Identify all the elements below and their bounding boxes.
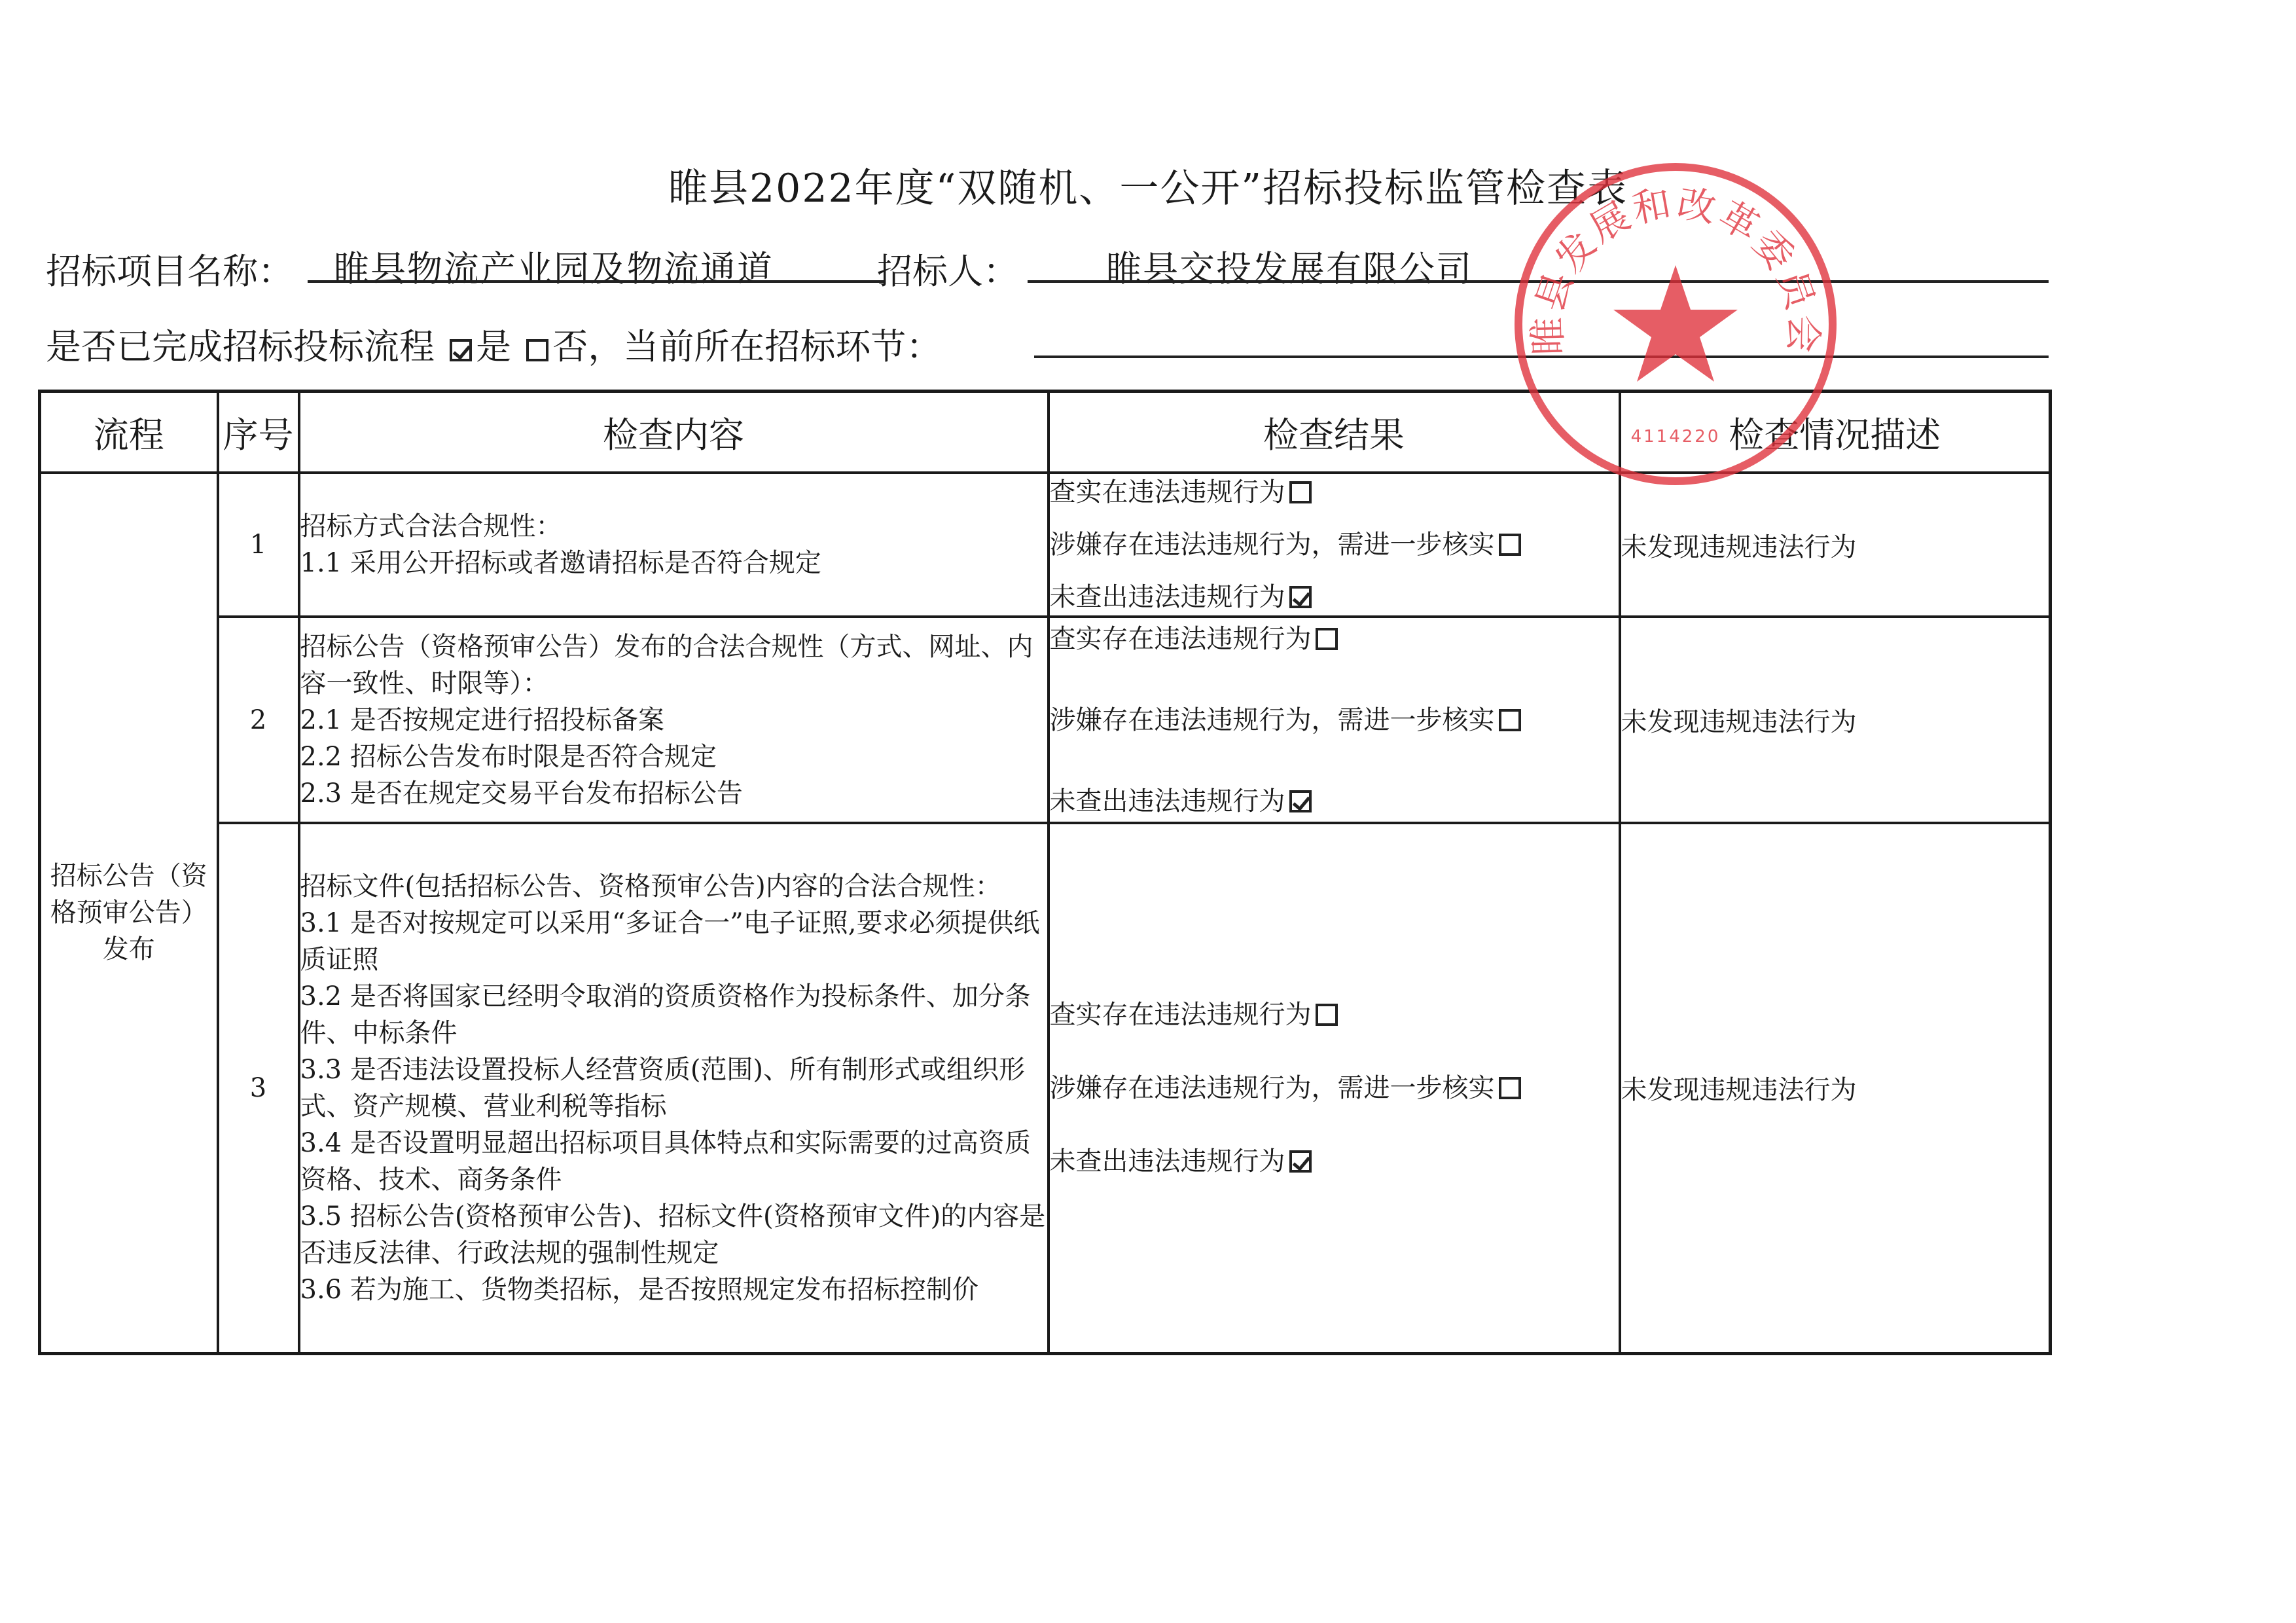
header-result: 检查结果 xyxy=(1049,392,1620,473)
header-description: 检查情况描述 xyxy=(1620,392,2051,473)
yes-checkbox[interactable] xyxy=(450,339,472,361)
table-row xyxy=(40,823,2051,1353)
header-flow: 流程 xyxy=(40,392,218,473)
yes-label: 是 xyxy=(476,326,512,367)
content-cell xyxy=(299,617,1049,823)
result-option xyxy=(1050,783,1619,820)
stage-underline xyxy=(1034,356,2049,358)
result-checkbox[interactable] xyxy=(1289,586,1312,608)
description-cell: 未发现违规违法行为 xyxy=(1620,473,2051,617)
result-option-text: 涉嫌存在违法违规行为，需进一步核实 xyxy=(1049,704,1495,735)
result-option-text: 涉嫌存在违法违规行为，需进一步核实 xyxy=(1049,1072,1495,1103)
content-line: 招标方式合法合规性： xyxy=(300,511,562,541)
result-checkbox[interactable] xyxy=(1289,790,1312,812)
result-checkbox[interactable] xyxy=(1289,1150,1312,1173)
seq-cell: 2 xyxy=(218,617,299,823)
content-cell xyxy=(299,823,1049,1353)
project-name-value: 睢县物流产业园及物流通道 xyxy=(334,248,774,289)
result-checkbox[interactable] xyxy=(1499,534,1521,556)
no-label: 否，当前所在招标环节： xyxy=(552,326,942,367)
content-line: 1.1 采用公开招标或者邀请招标是否符合规定 xyxy=(300,548,821,578)
seal-code-text: 4114220 xyxy=(1630,427,1721,447)
content-line: 2.2 招标公告发布时限是否符合规定 xyxy=(300,741,717,772)
content-line: 2.1 是否按规定进行招投标备案 xyxy=(300,704,664,735)
result-option-text: 查实存在违法违规行为 xyxy=(1049,623,1312,654)
result-checkbox[interactable] xyxy=(1499,709,1521,731)
content-line: 招标公告（资格预审公告）发布的合法合规性（方式、网址、内容一致性、时限等）： xyxy=(300,631,1033,699)
description-cell: 未发现违规违法行为 xyxy=(1620,823,2051,1353)
result-cell xyxy=(1049,823,1620,1353)
page-title: 睢县2022年度“双随机、一公开”招标投标监管检查表 xyxy=(668,166,1628,211)
seq-cell: 3 xyxy=(218,823,299,1353)
flow-cell: 招标公告（资格预审公告）发布 xyxy=(40,473,218,1353)
tenderer-label: 招标人： xyxy=(877,251,1018,292)
result-option-text: 查实存在违法违规行为 xyxy=(1049,999,1312,1030)
result-option xyxy=(1050,1143,1619,1180)
seal-org-textpath: 睢县发展和改革委员会 xyxy=(1525,180,1826,356)
content-line: 3.6 若为施工、货物类招标，是否按照规定发布招标控制价 xyxy=(300,1274,978,1305)
table-header-row xyxy=(40,392,2051,473)
result-cell xyxy=(1049,617,1620,823)
content-cell xyxy=(299,473,1049,617)
result-option xyxy=(1050,621,1619,657)
result-option xyxy=(1050,526,1619,563)
tenderer-value: 睢县交投发展有限公司 xyxy=(1106,248,1473,289)
result-option xyxy=(1050,702,1619,739)
content-line: 2.3 是否在规定交易平台发布招标公告 xyxy=(300,778,743,809)
result-checkbox[interactable] xyxy=(1316,1004,1338,1026)
table-row xyxy=(40,473,2051,617)
tenderer-underline xyxy=(1028,280,2049,283)
content-line: 招标文件(包括招标公告、资格预审公告)内容的合法合规性： xyxy=(300,871,1001,902)
result-option-text: 未查出违法违规行为 xyxy=(1049,582,1285,612)
content-line: 3.3 是否违法设置投标人经营资质(范围)、所有制形式或组织形式、资产规模、营业利税等指标 xyxy=(300,1054,1026,1122)
content-line: 3.2 是否将国家已经明令取消的资质资格作为投标条件、加分条件、中标条件 xyxy=(300,981,1031,1048)
project-info-line xyxy=(46,236,2049,292)
project-name-label: 招标项目名称： xyxy=(46,251,293,292)
result-option xyxy=(1050,996,1619,1033)
content-line: 3.1 是否对按规定可以采用“多证合一”电子证照,要求必须提供纸质证照 xyxy=(300,907,1040,975)
result-option xyxy=(1050,579,1619,615)
result-option-text: 未查出违法违规行为 xyxy=(1049,786,1285,816)
result-option xyxy=(1050,1070,1619,1106)
result-cell xyxy=(1049,473,1620,617)
header-content: 检查内容 xyxy=(299,392,1049,473)
result-option xyxy=(1050,474,1619,511)
process-status-text xyxy=(46,319,941,369)
header-seq: 序号 xyxy=(218,392,299,473)
no-checkbox[interactable] xyxy=(526,339,548,361)
table-row xyxy=(40,617,2051,823)
result-option-text: 查实在违法违规行为 xyxy=(1049,477,1285,507)
result-checkbox[interactable] xyxy=(1499,1077,1521,1099)
project-name-underline xyxy=(308,280,884,283)
content-line: 3.4 是否设置明显超出招标项目具体特点和实际需要的过高资质资格、技术、商务条件 xyxy=(300,1127,1031,1195)
description-cell: 未发现违规违法行为 xyxy=(1620,617,2051,823)
result-checkbox[interactable] xyxy=(1316,628,1338,650)
result-option-text: 涉嫌存在违法违规行为，需进一步核实 xyxy=(1049,530,1495,560)
inspection-table xyxy=(38,390,2052,1355)
result-checkbox[interactable] xyxy=(1289,481,1312,503)
process-status-line xyxy=(46,311,2049,367)
process-question: 是否已完成招标投标流程 xyxy=(46,326,435,367)
content-line: 3.5 招标公告(资格预审公告)、招标文件(资格预审文件)的内容是否违反法律、行政法规的强制性规定 xyxy=(300,1201,1046,1268)
seq-cell: 1 xyxy=(218,473,299,617)
result-option-text: 未查出违法违规行为 xyxy=(1049,1146,1285,1176)
